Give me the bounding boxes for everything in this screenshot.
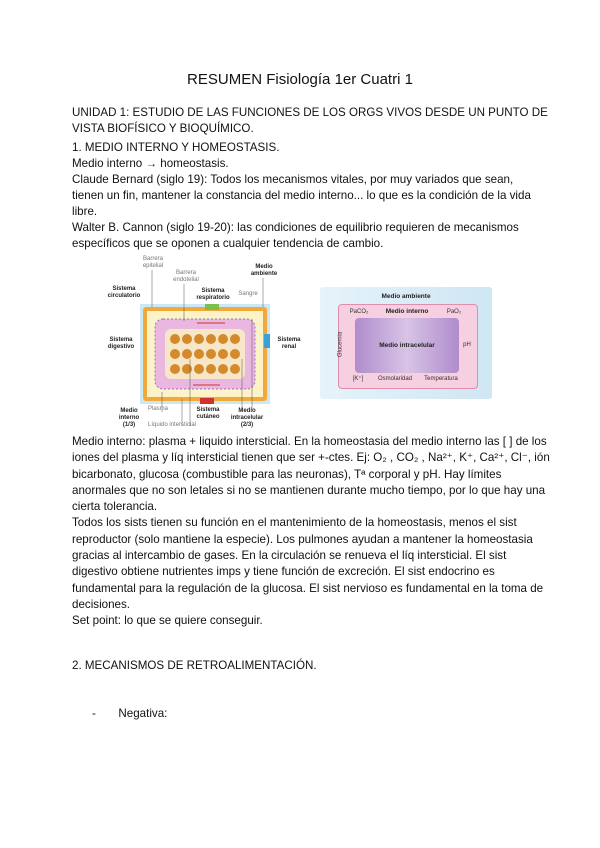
label-sistema-circulatorio: Sistema circulatorio	[107, 286, 141, 299]
text-line: Walter B. Cannon (siglo 19-20): las condiciones de equilibrio requieren de mecanismos	[72, 221, 519, 234]
label-barrera-endotelial: Barrera endotelial	[173, 270, 199, 283]
label-k: [K⁺]	[352, 376, 364, 382]
text-line: VISTA BIOFÍSICO Y BIOQUÍMICO.	[72, 122, 254, 136]
label-ph: pH	[463, 342, 471, 348]
paragraph-medio-interno	[72, 434, 550, 630]
text-line: digestivo obtiene nutrientes imps y tiene función de excreción. El sist endocrino es	[72, 565, 495, 579]
text-line: iones del plasma y líq intersticial tienen que ser +-ctes. Ej: O₂ , CO₂ , Na²⁺, K⁺, Ca²⁺, Cl⁻, ión	[72, 451, 550, 465]
list-item: - Negativa:	[92, 707, 168, 721]
label-medio-ambiente: Medio ambiente	[250, 264, 278, 277]
section-heading: 2. MECANISMOS DE RETROALIMENTACIÓN.	[72, 658, 317, 672]
section-1	[72, 140, 542, 252]
label-sangre: Sangre	[238, 291, 258, 297]
text-line: Todos los sists tienen su función en el mantenimiento de la homeostasis, menos el sist	[72, 516, 517, 530]
label-medio-intracelular-2: Medio intracelular	[379, 342, 435, 349]
text-line: Medio interno → homeostasis.	[72, 157, 229, 170]
label-medio-interno-2: Medio interno	[385, 308, 429, 315]
text-line: Claude Bernard (siglo 19): Todos los mecanismos vitales, por muy variados que sean,	[72, 173, 514, 186]
homeostasis-diagram	[100, 254, 310, 432]
text-line: Set point: lo que se quiere conseguir.	[72, 614, 263, 628]
label-sistema-cutaneo: Sistema cutáneo	[196, 407, 220, 420]
text-line: Medio interno: plasma + liquido intersticial. En la homeostasia del medio interno las [ ] de los	[72, 435, 547, 448]
label-paco2: PaCO₂	[349, 309, 369, 315]
label-medio-intracelular: Medio intracelular (2/3)	[230, 408, 264, 428]
label-temperatura: Temperatura	[424, 376, 458, 382]
label-sistema-digestivo: Sistema digestivo	[107, 337, 135, 350]
label-plasma: Plasma	[148, 406, 169, 412]
unit-heading	[72, 105, 548, 138]
text-line: reproductor (solo mantiene la especie). Los pulmones ayudan a mantener la homeostasia	[72, 532, 533, 546]
document-title: RESUMEN Fisiología 1er Cuatri 1	[187, 71, 413, 88]
text-line: cierta tolerancia.	[72, 500, 158, 514]
section-heading: 1. MEDIO INTERNO Y HOMEOSTASIS.	[72, 141, 280, 154]
text-line: tienen un fin, mantener la constancia del medio interno... lo que es la condición de la vida	[72, 189, 531, 202]
text-line: bicarbonato, glucosa (combustible para las neuronas), Tª corporal y pH. Hay límites	[72, 467, 502, 481]
text-line: decisiones.	[72, 597, 131, 611]
text-line: anormales que no son letales si no se mantienen durante mucho tiempo, por lo que hay una	[72, 483, 546, 497]
text-line: específicos que se oponen a cualquier tendencia de cambio.	[72, 237, 384, 250]
label-liquido-intersticial: Líquido intersticial	[148, 422, 197, 428]
label-medio-interno: Medio interno (1/3)	[118, 408, 140, 428]
label-pao2: PaO₂	[446, 309, 462, 315]
label-osmolaridad: Osmolaridad	[377, 376, 412, 382]
text-line: libre.	[72, 205, 98, 218]
text-line: UNIDAD 1: ESTUDIO DE LAS FUNCIONES DE LOS ORGS VIVOS DESDE UN PUNTO DE	[72, 106, 548, 119]
text-line: gracias al intercambio de gases. En la circulación se renueva el líq intersticial. El sist	[72, 549, 507, 563]
label-glucemia: Glucemia	[337, 331, 344, 358]
label-sistema-renal: Sistema renal	[277, 337, 301, 350]
label-medio-ambiente-2: Medio ambiente	[381, 293, 431, 300]
label-barrera-epitelial: Barrera epitelial	[142, 256, 164, 269]
text-line: fundamental para la regulación de la glucosa. El sist nervioso es fundamental en la toma de	[72, 581, 544, 595]
label-sistema-respiratorio: Sistema respiratorio	[196, 288, 230, 301]
section-2	[72, 625, 542, 739]
medio-interno-diagram	[320, 287, 492, 399]
